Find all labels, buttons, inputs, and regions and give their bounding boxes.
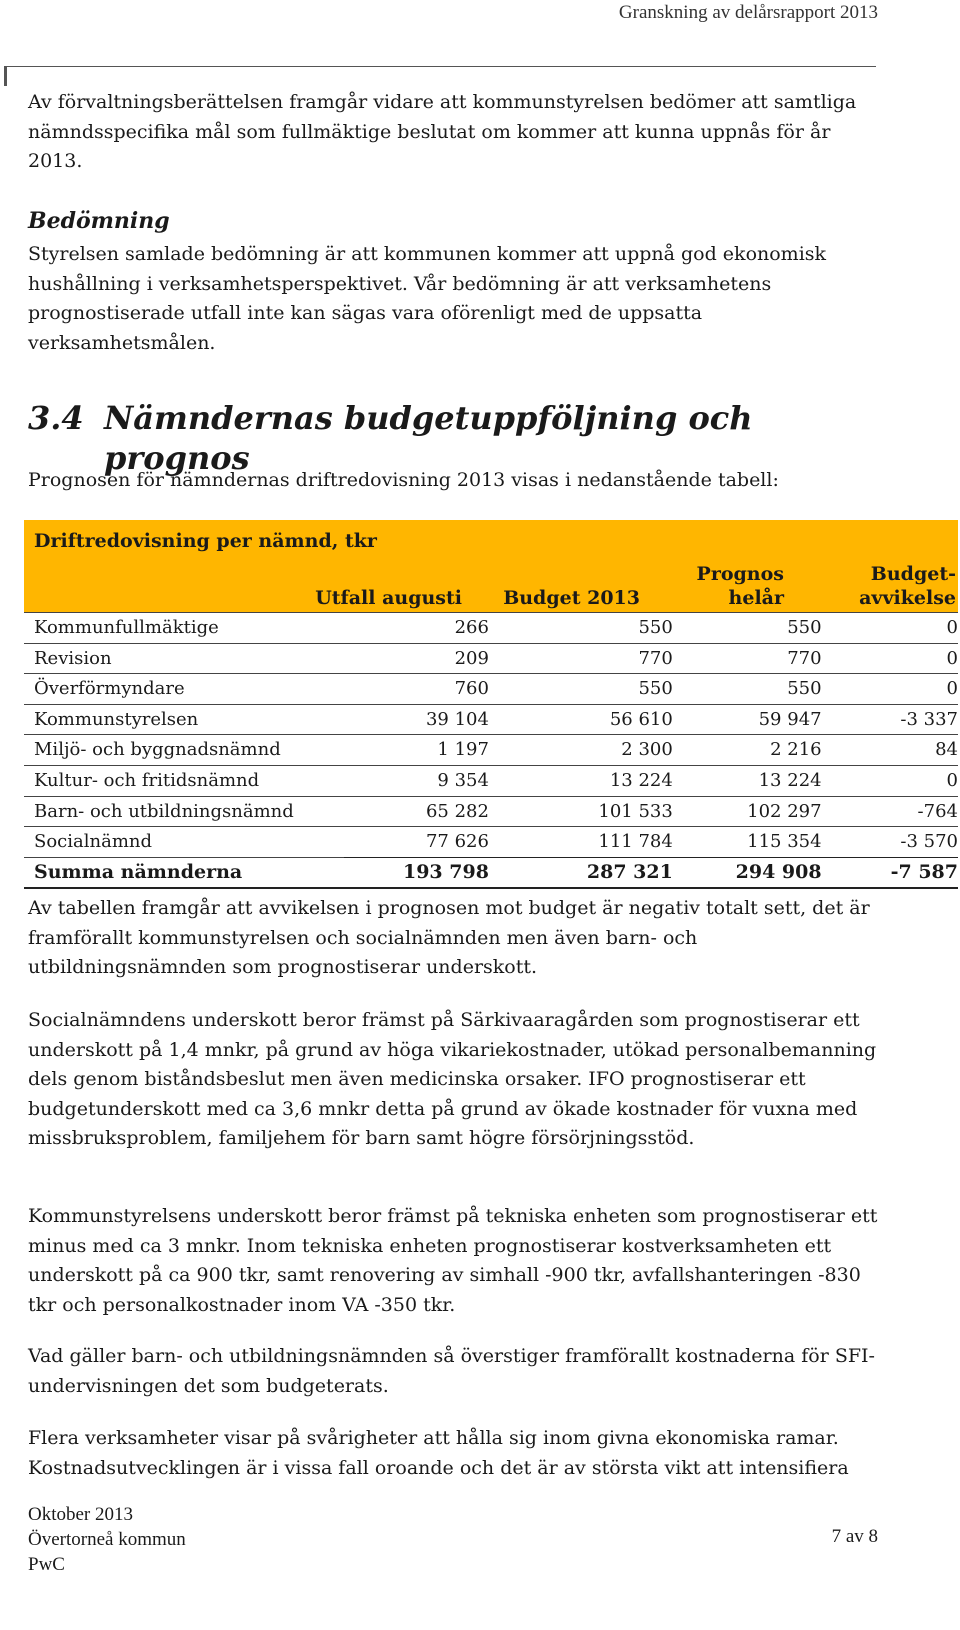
section-lead: Prognosen för nämndernas driftredovisning 2013 visas i nedanstående tabell: bbox=[28, 469, 779, 491]
analysis-paragraph-3: Kommunstyrelsens underskott beror främst på tekniska enheten som prognostiserar ett minus med ca 3 mnkr. Inom tekniska enheten prognostiserar kostverksamheten ett underskott på ca 900 tkr, samt renovering av simhall -900 tkr, avfallshanteringen -830 tkr och personalkostnader inom VA -350 tkr. bbox=[28, 1205, 878, 1316]
cell-budget: 770 bbox=[489, 643, 673, 674]
cell-name: Miljö- och byggnadsnämnd bbox=[24, 735, 344, 766]
intro-paragraph: Av förvaltningsberättelsen framgår vidare att kommunstyrelsen bedömer att samtliga nämndsspecifika mål som fullmäktige beslutat om kommer att kunna uppnås för år 2013. bbox=[28, 91, 857, 173]
cell-utfall: 9 354 bbox=[344, 765, 489, 796]
table-row bbox=[24, 765, 958, 796]
cell-avvikelse: -3 337 bbox=[822, 704, 958, 735]
col-header-prognos-line2: helår bbox=[728, 587, 784, 609]
cell-avvikelse: 0 bbox=[822, 643, 958, 674]
cell-utfall: 193 798 bbox=[344, 857, 489, 888]
cell-budget: 2 300 bbox=[489, 735, 673, 766]
assessment-paragraph: Styrelsen samlade bedömning är att kommunen kommer att uppnå god ekonomisk hushållning i verksamhetsperspektivet. Vår bedömning är att verksamhetens prognostiserade utfall inte kan sägas vara oförenligt med de uppsatta verksamhetsmålen. bbox=[28, 243, 827, 354]
cell-avvikelse: 84 bbox=[822, 735, 958, 766]
cell-prognos: 102 297 bbox=[673, 796, 822, 827]
footer-date: Oktober 2013 bbox=[28, 1504, 134, 1525]
table-row bbox=[24, 796, 958, 827]
cell-name: Barn- och utbildningsnämnd bbox=[24, 796, 344, 827]
page-number: 7 av 8 bbox=[831, 1526, 878, 1547]
cell-utfall: 77 626 bbox=[344, 827, 489, 858]
table-row bbox=[24, 674, 958, 705]
col-header-prognos bbox=[697, 562, 784, 610]
cell-utfall: 1 197 bbox=[344, 735, 489, 766]
cell-budget: 550 bbox=[489, 613, 673, 644]
cell-name: Socialnämnd bbox=[24, 827, 344, 858]
cell-budget: 56 610 bbox=[489, 704, 673, 735]
cell-budget: 111 784 bbox=[489, 827, 673, 858]
cell-utfall: 209 bbox=[344, 643, 489, 674]
cell-prognos: 550 bbox=[673, 613, 822, 644]
table-row bbox=[24, 643, 958, 674]
section-title-line1: Nämndernas budgetuppföljning och bbox=[104, 399, 753, 437]
cell-budget: 101 533 bbox=[489, 796, 673, 827]
cell-name: Summa nämnderna bbox=[24, 857, 344, 888]
budget-table bbox=[24, 520, 958, 889]
cell-utfall: 266 bbox=[344, 613, 489, 644]
cell-avvikelse: 0 bbox=[822, 765, 958, 796]
footer bbox=[28, 1502, 186, 1577]
cell-budget: 287 321 bbox=[489, 857, 673, 888]
cell-prognos: 13 224 bbox=[673, 765, 822, 796]
cell-name: Kommunstyrelsen bbox=[24, 704, 344, 735]
footer-firm: PwC bbox=[28, 1554, 65, 1575]
col-header-avvikelse-line1: Budget- bbox=[870, 563, 956, 585]
col-header-prognos-line1: Prognos bbox=[696, 563, 784, 585]
col-header-avvikelse-line2: avvikelse bbox=[859, 587, 956, 609]
table-row bbox=[24, 704, 958, 735]
cell-prognos: 2 216 bbox=[673, 735, 822, 766]
cell-name: Kommunfullmäktige bbox=[24, 613, 344, 644]
table-row bbox=[24, 613, 958, 644]
cell-prognos: 770 bbox=[673, 643, 822, 674]
cell-avvikelse: -3 570 bbox=[822, 827, 958, 858]
table-caption: Driftredovisning per nämnd, tkr bbox=[34, 530, 377, 552]
cell-avvikelse: -7 587 bbox=[822, 857, 958, 888]
col-header-budget: Budget 2013 bbox=[503, 587, 640, 609]
budget-table-body bbox=[24, 612, 958, 889]
analysis-paragraph-5: Flera verksamheter visar på svårigheter att hålla sig inom givna ekonomiska ramar. Kostnadsutvecklingen är i vissa fall oroande och det är av största vikt att intensifiera bbox=[28, 1427, 849, 1479]
col-header-avvikelse bbox=[859, 562, 956, 610]
cell-name: Kultur- och fritidsnämnd bbox=[24, 765, 344, 796]
cell-avvikelse: 0 bbox=[822, 674, 958, 705]
analysis-paragraph-1: Av tabellen framgår att avvikelsen i prognosen mot budget är negativ totalt sett, det är framförallt kommunstyrelsen och socialnämnden men även barn- och utbildningsnämnden som prognostiserar underskott. bbox=[28, 897, 870, 979]
cell-utfall: 65 282 bbox=[344, 796, 489, 827]
cell-prognos: 294 908 bbox=[673, 857, 822, 888]
cell-prognos: 115 354 bbox=[673, 827, 822, 858]
section-title-line2: prognos bbox=[104, 439, 250, 477]
col-header-utfall: Utfall augusti bbox=[315, 587, 462, 609]
assessment-heading: Bedömning bbox=[28, 208, 170, 234]
running-header: Granskning av delårsrapport 2013 bbox=[618, 2, 878, 23]
cell-budget: 13 224 bbox=[489, 765, 673, 796]
analysis-paragraph-4: Vad gäller barn- och utbildningsnämnden så överstiger framförallt kostnaderna för SFI-undervisningen det som budgeterats. bbox=[28, 1345, 875, 1397]
table-row-total bbox=[24, 857, 958, 888]
section-number: 3.4 bbox=[28, 399, 84, 437]
cell-prognos: 550 bbox=[673, 674, 822, 705]
cell-utfall: 39 104 bbox=[344, 704, 489, 735]
table-row bbox=[24, 827, 958, 858]
cell-budget: 550 bbox=[489, 674, 673, 705]
cell-name: Överförmyndare bbox=[24, 674, 344, 705]
footer-org: Övertorneå kommun bbox=[28, 1529, 186, 1550]
header-corner-mark bbox=[4, 66, 7, 86]
cell-name: Revision bbox=[24, 643, 344, 674]
table-header bbox=[24, 520, 958, 612]
cell-avvikelse: 0 bbox=[822, 613, 958, 644]
analysis-paragraph-2: Socialnämndens underskott beror främst på Särkivaaragården som prognostiserar ett underskott på 1,4 mnkr, på grund av höga vikariekostnader, utökad personalbemanning dels genom biståndsbeslut men även medicinska orsaker. IFO prognostiserar ett budgetunderskott med ca 3,6 mnkr detta på grund av ökade kostnader för vuxna med missbruksproblem, familjehem för barn samt högre försörjningsstöd. bbox=[28, 1009, 877, 1150]
cell-avvikelse: -764 bbox=[822, 796, 958, 827]
header-rule bbox=[4, 66, 876, 67]
cell-utfall: 760 bbox=[344, 674, 489, 705]
cell-prognos: 59 947 bbox=[673, 704, 822, 735]
table-row bbox=[24, 735, 958, 766]
